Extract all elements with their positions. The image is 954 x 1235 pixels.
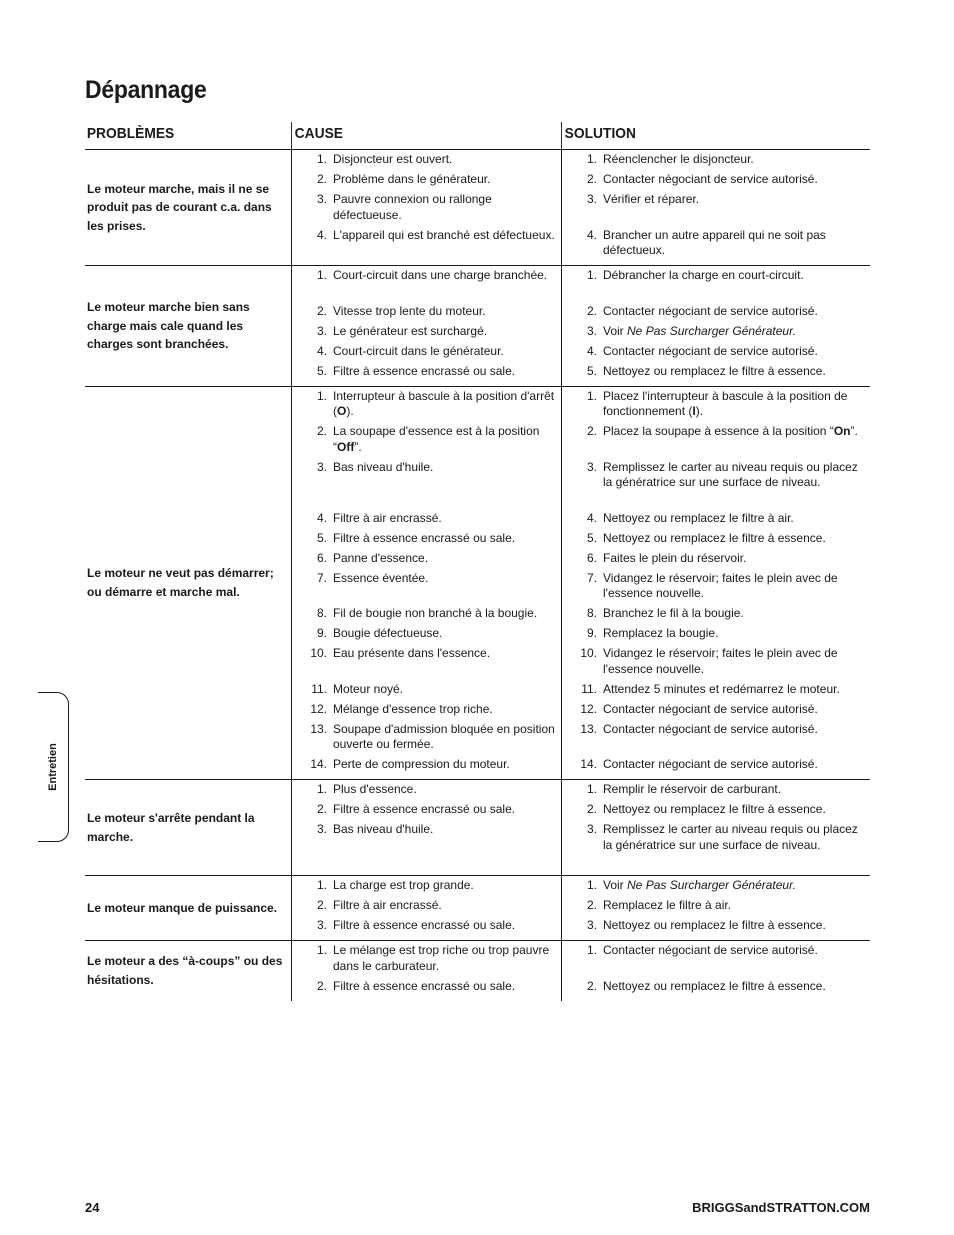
solution-text	[603, 878, 870, 894]
item-number: 1.	[586, 878, 597, 892]
solution-text-part: Placez l'interrupteur à bascule à la position de fonctionnement (	[603, 388, 848, 418]
cause-text: Moteur noyé.	[333, 681, 404, 696]
solution-item	[562, 551, 870, 567]
solution-cell	[561, 150, 870, 265]
table-row	[85, 387, 870, 781]
solution-text: Remplacez le filtre à air.	[603, 898, 732, 912]
solution-item	[562, 822, 870, 869]
solution-item	[562, 626, 870, 642]
item-number: 1.	[586, 152, 597, 166]
item-number: 2.	[586, 898, 597, 912]
cause-text: Le mélange est trop riche ou trop pauvre dans le carburateur.	[333, 943, 550, 973]
solution-item	[562, 424, 870, 455]
item-number: 2.	[586, 424, 597, 438]
cause-text: Problème dans le générateur.	[333, 172, 491, 186]
solution-text	[603, 324, 870, 340]
solution-text-part: Placez la soupape à essence à la position “	[603, 424, 834, 438]
cause-text: Bas niveau d'huile.	[333, 822, 434, 836]
item-number: 4.	[586, 343, 597, 358]
cause-text: Court-circuit dans une charge branchée.	[333, 268, 548, 282]
cause-item	[292, 646, 561, 677]
solution-item	[562, 511, 870, 527]
item-number: 12.	[580, 701, 597, 716]
item-number: 1.	[316, 152, 327, 166]
table-row	[85, 266, 870, 387]
solution-text	[603, 389, 870, 420]
solution-text: Nettoyez ou remplacez le filtre à essence.	[603, 363, 826, 378]
item-number: 7.	[316, 570, 327, 585]
item-number: 1.	[316, 878, 327, 892]
solution-text-part: ”.	[850, 424, 858, 438]
cause-text: Le générateur est surchargé.	[333, 323, 488, 338]
item-number: 1.	[316, 268, 327, 282]
side-tab	[38, 692, 69, 842]
solution-text: Nettoyez ou remplacez le filtre à essence.	[603, 802, 826, 816]
solution-text: Débrancher la charge en court-circuit.	[603, 268, 804, 282]
cause-text	[333, 389, 561, 420]
solution-text: Contacter négociant de service autorisé.	[603, 701, 818, 716]
item-number: 7.	[586, 570, 597, 585]
page-number: 24	[85, 1200, 100, 1215]
item-number: 4.	[316, 343, 327, 358]
item-number: 3.	[316, 323, 327, 338]
cause-item	[292, 878, 561, 894]
cause-text: Plus d'essence.	[333, 782, 417, 796]
item-number: 4.	[316, 227, 327, 242]
solution-cell	[561, 266, 870, 386]
solution-text-italic: Ne Pas Surcharger Générateur.	[627, 878, 796, 892]
item-number: 6.	[586, 550, 597, 565]
solution-text: Vidangez le réservoir; faites le plein avec de l'essence nouvelle.	[603, 646, 838, 676]
item-number: 9.	[316, 626, 327, 640]
solution-item	[562, 324, 870, 340]
side-tab-label: Entretien	[47, 743, 59, 791]
cause-text: Filtre à air encrassé.	[333, 510, 442, 525]
solution-cell	[561, 941, 870, 1001]
solution-item	[562, 918, 870, 934]
solution-text: Branchez le fil à la bougie.	[603, 606, 744, 620]
solution-text: Contacter négociant de service autorisé.	[603, 757, 818, 771]
solution-text-part: ).	[695, 404, 704, 418]
cause-text-bold: Off	[337, 439, 355, 454]
solution-text: Vidangez le réservoir; faites le plein avec de l'essence nouvelle.	[603, 570, 838, 600]
solution-cell	[561, 387, 870, 780]
problem-text: Le moteur ne veut pas démarrer; ou démarre et marche mal.	[87, 566, 274, 599]
cause-text: Disjoncteur est ouvert.	[333, 152, 453, 166]
cause-item	[292, 531, 561, 547]
item-number: 1.	[316, 782, 327, 796]
cause-cell	[291, 876, 561, 940]
cause-item	[292, 702, 561, 718]
item-number: 2.	[586, 303, 597, 318]
problem-text: Le moteur marche, mais il ne se produit pas de courant c.a. dans les prises.	[87, 181, 272, 233]
item-number: 2.	[316, 802, 327, 816]
cause-text: Filtre à essence encrassé ou sale.	[333, 530, 516, 545]
solution-text: Remplir le réservoir de carburant.	[603, 782, 782, 796]
item-number: 11.	[311, 681, 327, 696]
cause-item	[292, 551, 561, 567]
cause-text-bold: O	[337, 404, 347, 418]
problem-text: Le moteur marche bien sans charge mais cale quand les charges sont branchées.	[87, 300, 250, 351]
cause-text-part: Interrupteur à bascule à la position d'arrêt (	[333, 388, 555, 418]
item-number: 3.	[316, 459, 327, 474]
cause-cell	[291, 266, 561, 386]
item-number: 5.	[586, 530, 597, 545]
solution-text: Réenclencher le disjoncteur.	[603, 152, 754, 166]
item-number: 1.	[316, 388, 327, 403]
solution-text: Remplacez la bougie.	[603, 626, 719, 640]
cause-cell	[291, 780, 561, 875]
solution-text: Vérifier et réparer.	[603, 192, 700, 206]
cause-item	[292, 722, 561, 753]
item-number: 3.	[586, 918, 597, 932]
solution-text: Contacter négociant de service autorisé.	[603, 943, 818, 957]
solution-text: Attendez 5 minutes et redémarrez le moteur.	[603, 681, 840, 696]
cause-text-part: La soupape d'essence est à la position “	[333, 424, 540, 454]
solution-text-bold: On	[833, 424, 851, 438]
page-title: Dépannage	[85, 76, 207, 104]
solution-text: Brancher un autre appareil qui ne soit pas défectueux.	[603, 227, 826, 257]
item-number: 8.	[316, 606, 327, 620]
solution-text: Contacter négociant de service autorisé.	[603, 721, 818, 736]
cause-item	[292, 979, 561, 995]
cause-text-part: ).	[346, 404, 354, 418]
solution-text: Contacter négociant de service autorisé.	[603, 172, 818, 186]
solution-text: Remplissez le carter au niveau requis ou placez la génératrice sur une surface de niveau.	[603, 822, 858, 852]
item-number: 3.	[316, 192, 327, 206]
solution-text-bold: I	[692, 404, 696, 418]
item-number: 1.	[316, 943, 327, 957]
cause-text: L'appareil qui est branché est défectueux.	[333, 227, 555, 242]
solution-item	[562, 682, 870, 698]
solution-item	[562, 228, 870, 259]
table-row	[85, 780, 870, 876]
item-number: 5.	[586, 363, 597, 378]
solution-text-part: Voir	[603, 878, 628, 892]
cause-item	[292, 424, 561, 455]
solution-item	[562, 344, 870, 360]
item-number: 10.	[580, 646, 597, 660]
item-number: 12.	[310, 701, 327, 716]
solution-text: Nettoyez ou remplacez le filtre à essence.	[603, 530, 826, 545]
item-number: 8.	[586, 606, 597, 620]
item-number: 1.	[586, 782, 597, 796]
cause-item	[292, 268, 561, 299]
solution-item	[562, 757, 870, 773]
solution-text: Contacter négociant de service autorisé.	[603, 303, 818, 318]
solution-item	[562, 304, 870, 320]
cause-text: Perte de compression du moteur.	[333, 757, 510, 771]
troubleshooting-table	[85, 122, 870, 1001]
item-number: 2.	[586, 802, 597, 816]
solution-text: Nettoyez ou remplacez le filtre à essence.	[603, 978, 826, 993]
cause-text: Filtre à essence encrassé ou sale.	[333, 363, 516, 378]
item-number: 2.	[316, 172, 327, 186]
solution-item	[562, 782, 870, 798]
item-number: 2.	[316, 898, 327, 912]
solution-item	[562, 878, 870, 894]
item-number: 3.	[586, 822, 597, 836]
item-number: 1.	[586, 388, 597, 403]
item-number: 5.	[316, 363, 327, 378]
cause-text: Fil de bougie non branché à la bougie.	[333, 606, 538, 620]
solution-text-italic: Ne Pas Surcharger Générateur.	[627, 323, 796, 338]
cause-item	[292, 511, 561, 527]
cause-item	[292, 757, 561, 773]
cause-item	[292, 192, 561, 223]
item-number: 3.	[316, 822, 327, 836]
solution-cell	[561, 780, 870, 875]
cause-text: Filtre à essence encrassé ou sale.	[333, 978, 516, 993]
item-number: 14.	[310, 757, 327, 771]
item-number: 9.	[586, 626, 597, 640]
cause-text: Mélange d'essence trop riche.	[333, 701, 493, 716]
solution-text	[603, 424, 870, 455]
item-number: 14.	[580, 757, 597, 771]
cause-item	[292, 682, 561, 698]
cause-text: Soupape d'admission bloquée en position ouverte ou fermée.	[333, 721, 555, 751]
item-number: 2.	[586, 172, 597, 186]
item-number: 2.	[586, 978, 597, 993]
solution-item	[562, 722, 870, 753]
cause-item	[292, 364, 561, 380]
item-number: 4.	[586, 510, 597, 525]
solution-item	[562, 268, 870, 299]
cause-text: Pauvre connexion ou rallonge défectueuse.	[333, 192, 492, 222]
solution-text-part: Voir	[603, 323, 628, 338]
solution-item	[562, 571, 870, 602]
item-number: 4.	[586, 227, 597, 242]
cause-cell	[291, 941, 561, 1001]
cause-text: Filtre à air encrassé.	[333, 898, 442, 912]
item-number: 3.	[586, 323, 597, 338]
cause-item	[292, 460, 561, 507]
item-number: 1.	[586, 268, 597, 282]
solution-text: Contacter négociant de service autorisé.	[603, 343, 818, 358]
cause-text: Filtre à essence encrassé ou sale.	[333, 918, 516, 932]
solution-item	[562, 192, 870, 223]
item-number: 2.	[316, 424, 327, 438]
solution-item	[562, 898, 870, 914]
solution-item	[562, 943, 870, 974]
solution-item	[562, 364, 870, 380]
solution-item	[562, 702, 870, 718]
cause-text: Bas niveau d'huile.	[333, 459, 434, 474]
cause-item	[292, 152, 561, 168]
item-number: 1.	[586, 943, 597, 957]
item-number: 6.	[316, 550, 327, 565]
solution-text: Remplissez le carter au niveau requis ou placez la génératrice sur une surface de niveau.	[603, 459, 858, 489]
solution-text: Faites le plein du réservoir.	[603, 550, 747, 565]
cause-item	[292, 822, 561, 869]
header-problems: PROBLÈMES	[86, 125, 175, 142]
problem-text: Le moteur s'arrête pendant la marche.	[87, 811, 255, 844]
solution-cell	[561, 876, 870, 940]
cause-item	[292, 571, 561, 602]
cause-text: Vitesse trop lente du moteur.	[333, 303, 486, 318]
item-number: 10.	[310, 646, 327, 660]
problem-text: Le moteur manque de puissance.	[87, 900, 278, 915]
item-number: 13.	[310, 721, 327, 736]
table-row	[85, 941, 870, 1001]
solution-item	[562, 531, 870, 547]
cause-item	[292, 172, 561, 188]
table-row	[85, 876, 870, 941]
cause-item	[292, 802, 561, 818]
cause-text: Court-circuit dans le générateur.	[333, 343, 504, 358]
table-row	[85, 150, 870, 266]
cause-text: Filtre à essence encrassé ou sale.	[333, 802, 516, 816]
item-number: 4.	[316, 510, 327, 525]
table-header	[85, 122, 870, 150]
item-number: 11.	[581, 681, 597, 696]
item-number: 2.	[316, 978, 327, 993]
cause-item	[292, 943, 561, 974]
cause-text	[333, 424, 561, 455]
cause-item	[292, 782, 561, 798]
cause-item	[292, 324, 561, 340]
solution-item	[562, 606, 870, 622]
solution-item	[562, 646, 870, 677]
cause-text: Panne d'essence.	[333, 550, 429, 565]
cause-item	[292, 389, 561, 420]
solution-text: Nettoyez ou remplacez le filtre à essence.	[603, 918, 826, 932]
item-number: 13.	[580, 721, 597, 736]
solution-item	[562, 152, 870, 168]
cause-item	[292, 606, 561, 622]
item-number: 5.	[316, 530, 327, 545]
solution-item	[562, 979, 870, 995]
item-number: 2.	[316, 303, 327, 318]
solution-item	[562, 802, 870, 818]
problem-text: Le moteur a des “à-coups” ou des hésitations.	[87, 954, 283, 987]
cause-text: Bougie défectueuse.	[333, 626, 443, 640]
cause-item	[292, 898, 561, 914]
item-number: 3.	[316, 918, 327, 932]
cause-text: Eau présente dans l'essence.	[333, 646, 491, 660]
cause-item	[292, 918, 561, 934]
solution-item	[562, 172, 870, 188]
cause-item	[292, 344, 561, 360]
header-cause: CAUSE	[291, 122, 539, 149]
item-number: 3.	[586, 459, 597, 474]
solution-item	[562, 389, 870, 420]
cause-text: Essence éventée.	[333, 570, 429, 585]
solution-text: Nettoyez ou remplacez le filtre à air.	[603, 510, 794, 525]
cause-cell	[291, 150, 561, 265]
cause-cell	[291, 387, 561, 780]
cause-item	[292, 626, 561, 642]
header-solution: SOLUTION	[561, 122, 845, 149]
cause-item	[292, 304, 561, 320]
website-url: BRIGGSandSTRATTON.COM	[692, 1200, 870, 1215]
solution-item	[562, 460, 870, 507]
cause-item	[292, 228, 561, 259]
item-number: 3.	[586, 192, 597, 206]
cause-text-part: ”.	[354, 439, 362, 454]
cause-text: La charge est trop grande.	[333, 878, 474, 892]
table-body	[85, 150, 870, 1001]
